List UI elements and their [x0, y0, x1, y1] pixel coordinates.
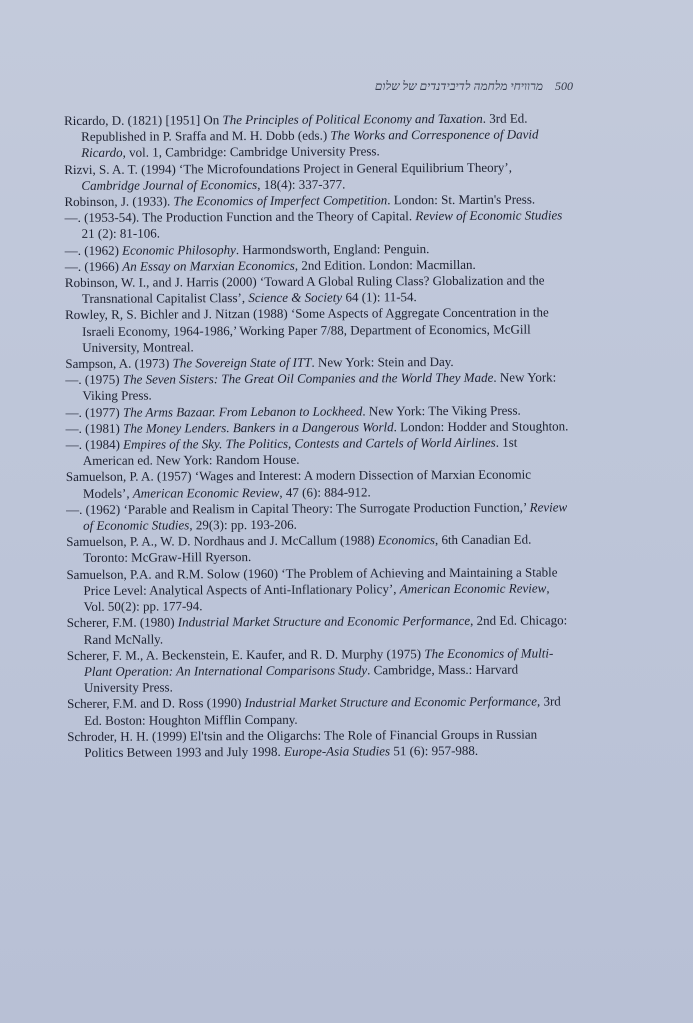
- reference-entry: Scherer, F. M., A. Beckenstein, E. Kaufer, and R. D. Murphy (1975) The Economics of Multi-Plant Operation: An International Comparisons Study. Cambridge, Mass.: Harvard University Press.: [66, 645, 554, 696]
- reference-entry: —. (1984) Empires of the Sky. The Politics, Contests and Cartels of World Airlines. 1st American ed. New York: Random House.: [65, 434, 518, 469]
- reference-entry: —. (1962) ‘Parable and Realism in Capital Theory: The Surrogate Production Function,’ Review of Economic Studies, 29(3): pp. 193-206.: [66, 499, 568, 533]
- reference-entry: Scherer, F.M. (1980) Industrial Market Structure and Economic Performance, 2nd Ed. Chicago: Rand McNally.: [66, 612, 568, 647]
- reference-entry: Rowley, R, S. Bichler and J. Nitzan (1988) ‘Some Aspects of Aggregate Concentration in the Israeli Economy, 1964-1986,’ Working Paper 7/88, Department of Economics, McGill University, Montreal.: [65, 304, 549, 355]
- running-header: [375, 79, 573, 94]
- reference-entry: Scherer, F.M. and D. Ross (1990) Industrial Market Structure and Economic Performance, 3rd Ed. Boston: Houghton Mifflin Company.: [67, 693, 561, 728]
- reference-entry: Schroder, H. H. (1999) El'tsin and the Oligarchs: The Role of Financial Groups in Russian Politics Between 1993 and July 1998. Europe-Asia Studies 51 (6): 957-988.: [67, 726, 538, 760]
- reference-entry: Robinson, W. I., and J. Harris (2000) ‘Toward A Global Ruling Class? Globalization and the Transnational Capitalist Class’, Science & Society 64 (1): 11-54.: [64, 272, 545, 307]
- reference-entry: —. (1977) The Arms Bazaar. From Lebanon to Lockheed. New York: The Viking Press.: [65, 402, 521, 420]
- reference-entry: —. (1981) The Money Lenders. Bankers in a Dangerous World. London: Hodder and Stoughton.: [65, 418, 569, 436]
- reference-entry: Robinson, J. (1933). The Economics of Imperfect Competition. London: St. Martin's Press.: [64, 191, 536, 210]
- reference-entry: Sampson, A. (1973) The Sovereign State of ITT. New York: Stein and Day.: [65, 354, 454, 372]
- reference-entry: Ricardo, D. (1821) [1951] On The Principles of Political Economy and Taxation. 3rd Ed. Republished in P. Sraffa and M. H. Dobb (eds.) The Works and Corresponence of David Ricardo, vol. 1, Cambridge: Cambridge University Press.: [64, 110, 539, 161]
- reference-entry: —. (1962) Economic Philosophy. Harmondsworth, England: Penguin.: [64, 240, 430, 258]
- reference-entry: —. (1975) The Seven Sisters: The Great Oil Companies and the World They Made. New York: Viking Press.: [65, 369, 557, 404]
- reference-entry: Samuelson, P.A. and R.M. Solow (1960) ‘The Problem of Achieving and Maintaining a Stable Price Level: Analytical Aspects of Anti-Inflationary Policy’, American Economic Review, Vol. 50(2): pp. 177-94.: [66, 564, 558, 614]
- reference-entry: —. (1966) An Essay on Marxian Economics, 2nd Edition. London: Macmillan.: [64, 256, 476, 274]
- reference-entry: Samuelson, P. A. (1957) ‘Wages and Interest: A modern Dissection of Marxian Economic Models’, American Economic Review, 47 (6): 884-912.: [65, 467, 532, 501]
- reference-entry: Samuelson, P. A., W. D. Nordhaus and J. McCallum (1988) Economics, 6th Canadian Ed. Toronto: McGraw-Hill Ryerson.: [66, 531, 532, 566]
- reference-list: [64, 110, 572, 761]
- reference-entry: Rizvi, S. A. T. (1994) ‘The Microfoundations Project in General Equilibrium Theory’, Cambridge Journal of Economics, 18(4): 337-377.: [64, 159, 513, 193]
- page-number: 500: [555, 79, 573, 93]
- running-title: מרוויחי מלחמה לדיבידנדים של שלום: [374, 79, 543, 93]
- reference-entry: —. (1953-54). The Production Function and the Theory of Capital. Review of Economic Studies 21 (2): 81-106.: [64, 207, 563, 242]
